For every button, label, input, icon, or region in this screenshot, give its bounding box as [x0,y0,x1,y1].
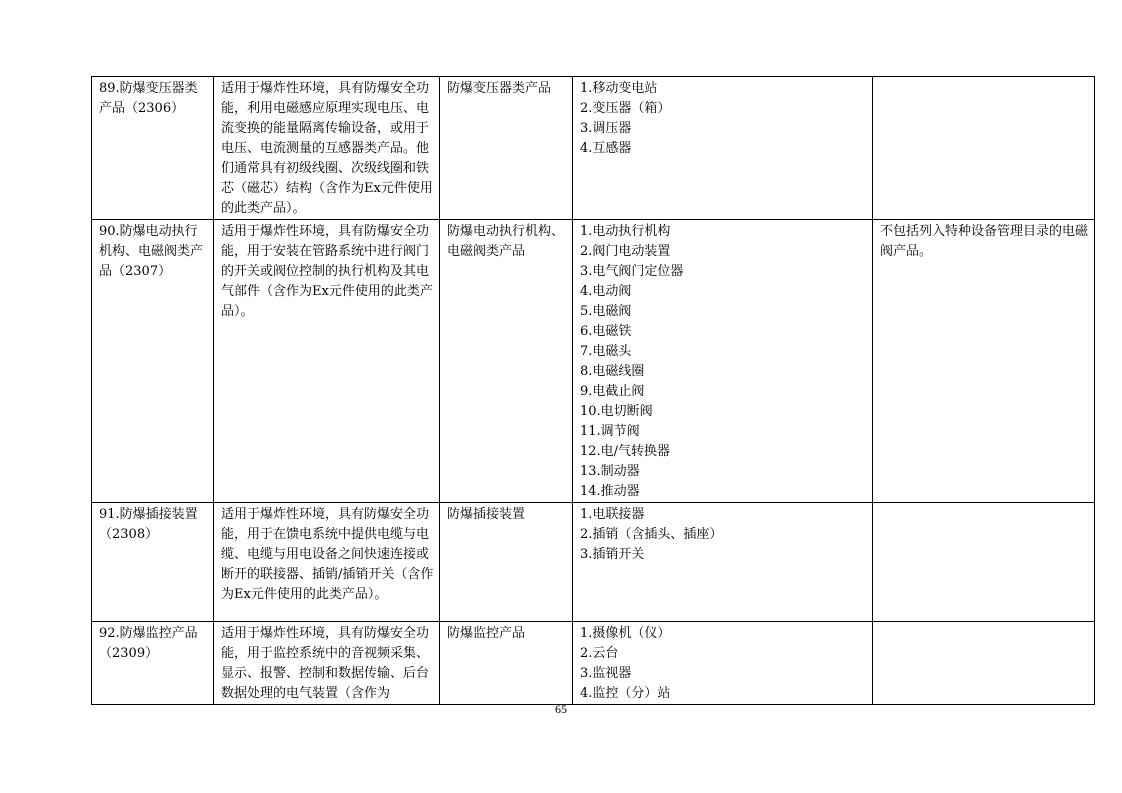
list-item: 8.电磁线圈 [580,364,645,379]
list-item: 3.监视器 [580,666,632,681]
list-item: 1.电动执行机构 [580,224,671,239]
table-row [92,503,1095,622]
product-note: 不包括列入特种设备管理目录的电磁阀产品。 [873,220,1095,503]
list-item: 3.电气阀门定位器 [580,264,684,279]
list-item: 3.插销开关 [580,547,645,562]
product-items [573,220,873,503]
list-item: 13.制动器 [580,464,640,479]
product-items [573,503,873,622]
page-number: 65 [555,702,567,716]
product-table [91,76,1095,705]
product-name: 92.防爆监控产品（2309） [92,622,214,705]
product-note [873,77,1095,220]
product-items [573,622,873,705]
list-item: 2.云台 [580,646,619,661]
list-item: 1.电联接器 [580,507,645,522]
list-item: 11.调节阀 [580,424,640,439]
list-item: 10.电切断阀 [580,404,653,419]
list-item: 12.电/气转换器 [580,444,671,459]
table-row [92,220,1095,503]
list-item: 4.电动阀 [580,284,632,299]
product-name: 89.防爆变压器类产品（2306） [92,77,214,220]
list-item: 5.电磁阀 [580,304,632,319]
list-item: 2.阀门电动装置 [580,244,671,259]
list-item: 3.调压器 [580,121,632,136]
list-item: 4.监控（分）站 [580,686,671,701]
list-item: 2.插销（含插头、插座） [580,527,723,542]
product-category: 防爆插接装置 [440,503,573,622]
list-item: 7.电磁头 [580,344,632,359]
list-item: 2.变压器（箱） [580,101,671,116]
product-note [873,503,1095,622]
list-item: 4.互感器 [580,141,632,156]
list-item: 9.电截止阀 [580,384,645,399]
product-name: 91.防爆插接装置（2308） [92,503,214,622]
product-description: 适用于爆炸性环境，具有防爆安全功能，用于在馈电系统中提供电缆与电缆、电缆与用电设备之间快速连接或断开的联接器、插销/插销开关（含作为Ex元件使用的此类产品）。 [214,503,440,622]
table-row [92,622,1095,705]
list-item: 1.摄像机（仪） [580,626,671,641]
list-item: 14.推动器 [580,484,640,499]
product-items [573,77,873,220]
list-item: 1.移动变电站 [580,81,658,96]
product-note [873,622,1095,705]
product-name: 90.防爆电动执行机构、电磁阀类产品（2307） [92,220,214,503]
list-item: 6.电磁铁 [580,324,632,339]
product-category: 防爆监控产品 [440,622,573,705]
product-category: 防爆电动执行机构、电磁阀类产品 [440,220,573,503]
table-row [92,77,1095,220]
product-category: 防爆变压器类产品 [440,77,573,220]
product-description: 适用于爆炸性环境，具有防爆安全功能，用于监控系统中的音视频采集、显示、报警、控制和数据传输、后台数据处理的电气装置（含作为 [214,622,440,705]
product-description: 适用于爆炸性环境，具有防爆安全功能，利用电磁感应原理实现电压、电流变换的能量隔离传输设备，或用于电压、电流测量的互感器类产品。他们通常具有初级线圈、次级线圈和铁芯（磁芯）结构（含作为Ex元件使用的此类产品）。 [214,77,440,220]
product-description: 适用于爆炸性环境，具有防爆安全功能，用于安装在管路系统中进行阀门的开关或阀位控制的执行机构及其电气部件（含作为Ex元件使用的此类产品）。 [214,220,440,503]
